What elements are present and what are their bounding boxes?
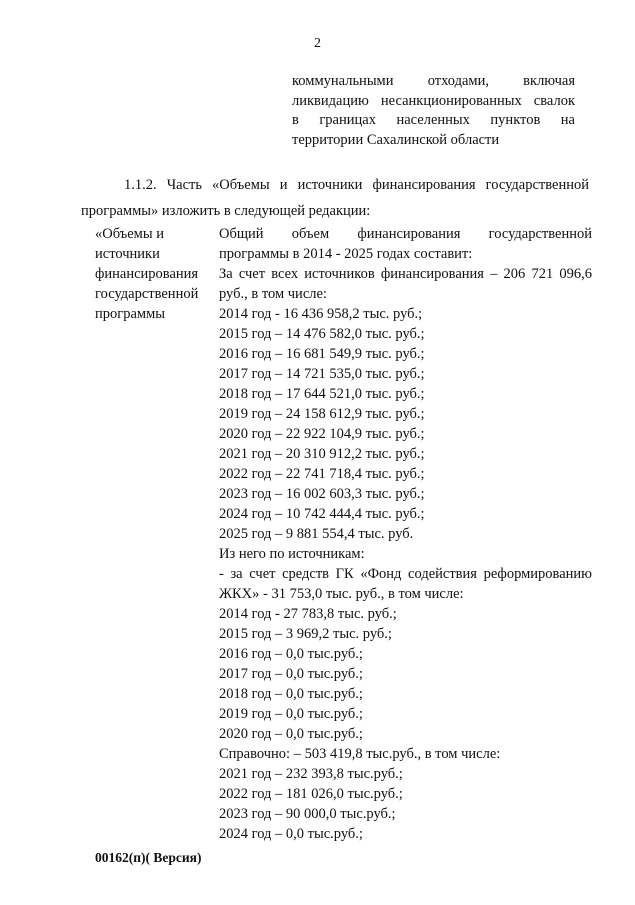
text-line: коммунальными отходами, включая (292, 73, 575, 89)
text-line: в границах населенных пунктов на (292, 112, 575, 128)
text-line: программы в 2014 - 2025 годах составит: (219, 246, 473, 262)
year-amount-line: 2021 год – 20 310 912,2 тыс. руб.; (219, 446, 425, 462)
label-line: государственной (95, 286, 199, 302)
text-line: ЖКХ» - 31 753,0 тыс. руб., в том числе: (219, 586, 464, 602)
text-line: ликвидацию несанкционированных свалок (292, 92, 575, 109)
year-amount-line: 2018 год – 17 644 521,0 тыс. руб.; (219, 386, 425, 402)
year-amount-line: 2025 год – 9 881 554,4 тыс. руб. (219, 526, 414, 542)
text-line: Из него по источникам: (219, 546, 365, 562)
year-amount-line: 2019 год – 24 158 612,9 тыс. руб.; (219, 406, 425, 422)
year-amount-line: 2016 год – 0,0 тыс.руб.; (219, 646, 363, 662)
continued-text-block (292, 72, 575, 150)
year-amount-line: 2016 год – 16 681 549,9 тыс. руб.; (219, 346, 425, 362)
year-amount-line: 2024 год – 10 742 444,4 тыс. руб.; (219, 506, 425, 522)
year-amount-line: 2020 год – 22 922 104,9 тыс. руб.; (219, 426, 425, 442)
page-number: 2 (314, 36, 321, 51)
text-line: территории Сахалинской области (292, 131, 500, 148)
year-amount-line: 2019 год – 0,0 тыс.руб.; (219, 706, 363, 722)
text-line: руб., в том числе: (219, 286, 327, 302)
year-amount-line: 2015 год – 3 969,2 тыс. руб.; (219, 626, 392, 642)
year-amount-line: 2017 год – 14 721 535,0 тыс. руб.; (219, 366, 425, 382)
text-line: Справочно: – 503 419,8 тыс.руб., в том числе: (219, 746, 501, 762)
year-amount-line: 2018 год – 0,0 тыс.руб.; (219, 686, 363, 702)
year-amount-line: 2014 год - 27 783,8 тыс. руб.; (219, 606, 397, 622)
year-amount-line: 2023 год – 16 002 603,3 тыс. руб.; (219, 486, 425, 502)
text-line: 1.1.2. Часть «Объемы и источники финансирования государственной (124, 177, 589, 193)
text-line: Общий объем финансирования государственной (219, 226, 592, 242)
label-line: источники (95, 246, 160, 262)
year-amount-line: 2022 год – 181 026,0 тыс.руб.; (219, 786, 403, 802)
section-label-column (95, 224, 215, 324)
label-line: «Объемы и (95, 226, 164, 242)
year-amount-line: 2015 год – 14 476 582,0 тыс. руб.; (219, 326, 425, 342)
intro-paragraph (81, 172, 589, 224)
year-amount-line: 2022 год – 22 741 718,4 тыс. руб.; (219, 466, 425, 482)
year-amount-line: 2020 год – 0,0 тыс.руб.; (219, 726, 363, 742)
label-line: финансирования (95, 266, 199, 282)
year-amount-line: 2014 год - 16 436 958,2 тыс. руб.; (219, 306, 423, 322)
financing-details-column (219, 224, 592, 844)
year-amount-line: 2024 год – 0,0 тыс.руб.; (219, 826, 363, 842)
document-footer: 00162(п)( Версия) (95, 850, 202, 865)
text-line: За счет всех источников финансирования – 206 721 096,6 (219, 266, 592, 282)
label-line: программы (95, 306, 165, 322)
text-line: программы» изложить в следующей редакции: (81, 203, 371, 219)
text-line: - за счет средств ГК «Фонд содействия реформированию (219, 566, 592, 582)
year-amount-line: 2017 год – 0,0 тыс.руб.; (219, 666, 363, 682)
year-amount-line: 2023 год – 90 000,0 тыс.руб.; (219, 806, 396, 822)
year-amount-line: 2021 год – 232 393,8 тыс.руб.; (219, 766, 403, 782)
